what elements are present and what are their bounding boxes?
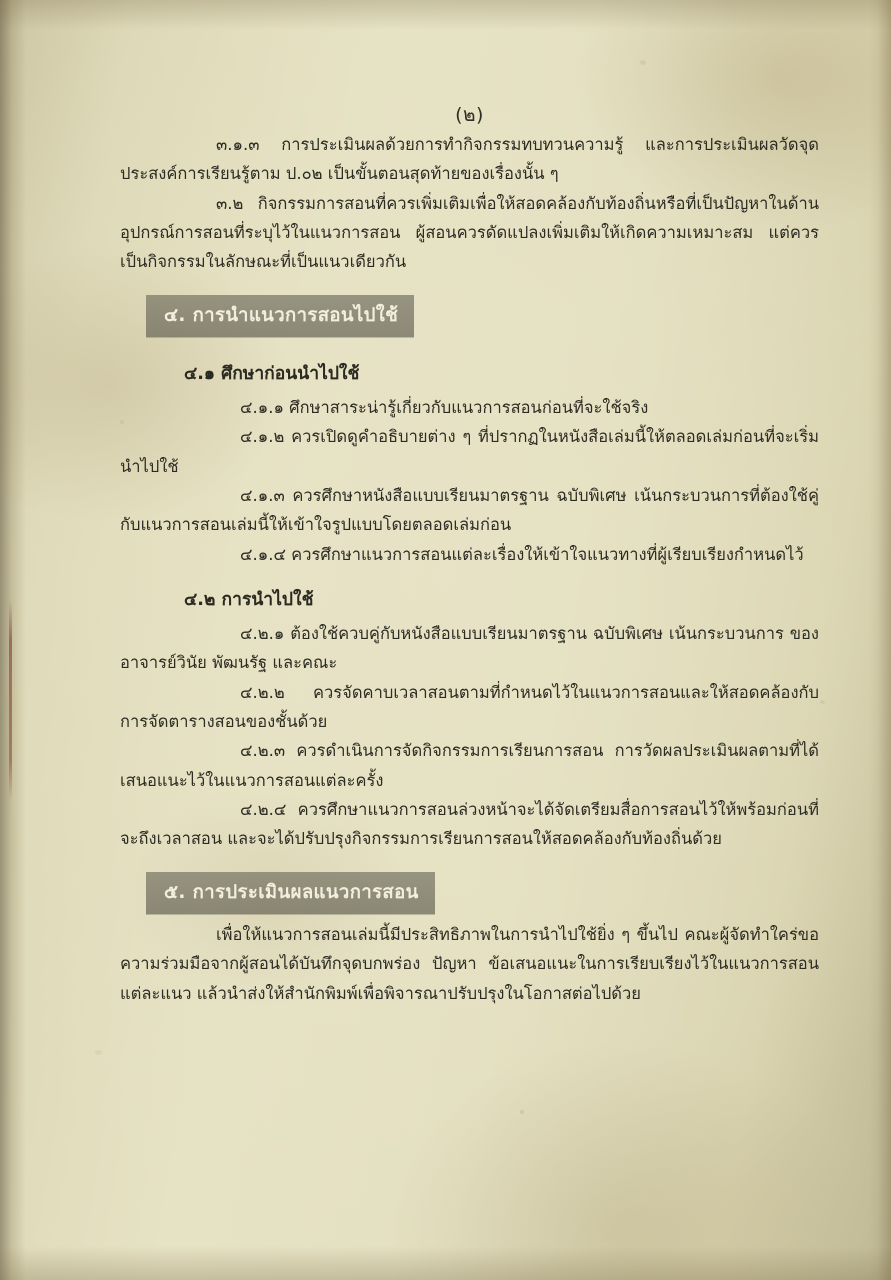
page-top-edge-shadow — [0, 0, 891, 30]
page-number: (๒) — [455, 104, 484, 126]
item-4-1-3: ๔.๑.๓ ควรศึกษาหนังสือแบบเรียนมาตรฐาน ฉบับพิเศษ เน้นกระบวนการที่ต้องใช้คู่กับแนวการสอนเล่มนี้ให้เข้าใจรูปแบบโดยตลอดเล่มก่อน — [120, 485, 819, 535]
paper-speck — [640, 60, 646, 65]
item-4-2-2: ๔.๒.๒ ควรจัดคาบเวลาสอนตามที่กำหนดไว้ในแนวการสอนและให้สอดคล้องกับการจัดตารางสอนของชั้นด้วย — [120, 682, 819, 732]
item-4-2-4: ๔.๒.๔ ควรศึกษาแนวการสอนล่วงหน้าจะได้จัดเตรียมสื่อการสอนไว้ให้พร้อมก่อนที่จะถึงเวลาสอน และจะได้ปรับปรุงกิจกรรมการเรียนการสอนให้สอดคล้องกับท้องถิ่นด้วย — [120, 800, 819, 849]
paper-speck — [520, 1110, 524, 1114]
item-4-2-3: ๔.๒.๓ ควรดำเนินการจัดกิจกรรมการเรียนการสอน การวัดผลประเมินผลตามที่ได้เสนอแนะไว้ในแนวการสอนแต่ละครั้ง — [120, 741, 819, 790]
item-4-1-1: ๔.๑.๑ ศึกษาสาระน่ารู้เกี่ยวกับแนวการสอนก่อนที่จะใช้จริง — [240, 397, 649, 417]
subsection-heading-4-1: ๔.๑ ศึกษาก่อนนำไปใช้ — [184, 363, 360, 384]
section-heading-5: ๕. การประเมินผลแนวการสอน — [146, 872, 435, 914]
item-4-2-1: ๔.๒.๑ ต้องใช้ควบคู่กับหนังสือแบบเรียนมาตรฐาน ฉบับพิเศษ เน้นกระบวนการ ของอาจารย์วินัย พัฒนรัฐ และคณะ — [120, 623, 819, 673]
paragraph-section-5: เพื่อให้แนวการสอนเล่มนี้มีประสิทธิภาพในการนำไปใช้ยิ่ง ๆ ขึ้นไป คณะผู้จัดทำใคร่ขอความร่วมมือจากผู้สอนได้บันทึกจุดบกพร่อง ปัญหา ข้อเสนอแนะในการเรียบเรียงไว้ในแนวการสอนแต่ละแนว แล้วนำส่งให้สำนักพิมพ์เพื่อพิจารณาปรับปรุงในโอกาสต่อไปด้วย — [120, 924, 819, 1003]
paragraph-3-1-3: ๓.๑.๓ การประเมินผลด้วยการทำกิจกรรมทบทวนความรู้ และการประเมินผลวัดจุดประสงค์การเรียนรู้ตาม ป.๐๒ เป็นขั้นตอนสุดท้ายของเรื่องนั้น ๆ — [120, 135, 819, 184]
page-bottom-edge-shadow — [0, 1246, 891, 1280]
item-4-1-4: ๔.๑.๔ ควรศึกษาแนวการสอนแต่ละเรื่องให้เข้าใจแนวทางที่ผู้เรียบเรียงกำหนดไว้ — [240, 544, 804, 564]
subsection-heading-4-2: ๔.๒ การนำไปใช้ — [184, 589, 314, 610]
item-4-1-2: ๔.๑.๒ ควรเปิดดูคำอธิบายต่าง ๆ ที่ปรากฏในหนังสือเล่มนี้ให้ตลอดเล่มก่อนที่จะเริ่มนำไปใช้ — [120, 427, 819, 476]
paper-speck — [95, 1050, 102, 1055]
section-heading-4: ๔. การนำแนวการสอนไปใช้ — [146, 295, 414, 337]
page-content — [0, 100, 891, 1008]
paragraph-3-2: ๓.๒ กิจกรรมการสอนที่ควรเพิ่มเติมเพื่อให้สอดคล้องกับท้องถิ่นหรือที่เป็นปัญหาในด้านอุปกรณ์การสอนที่ระบุไว้ในแนวการสอน ผู้สอนควรดัดแปลงเพิ่มเติมให้เกิดความเหมาะสม แต่ควรเป็นกิจกรรมในลักษณะที่เป็นแนวเดียวกัน — [120, 193, 819, 272]
